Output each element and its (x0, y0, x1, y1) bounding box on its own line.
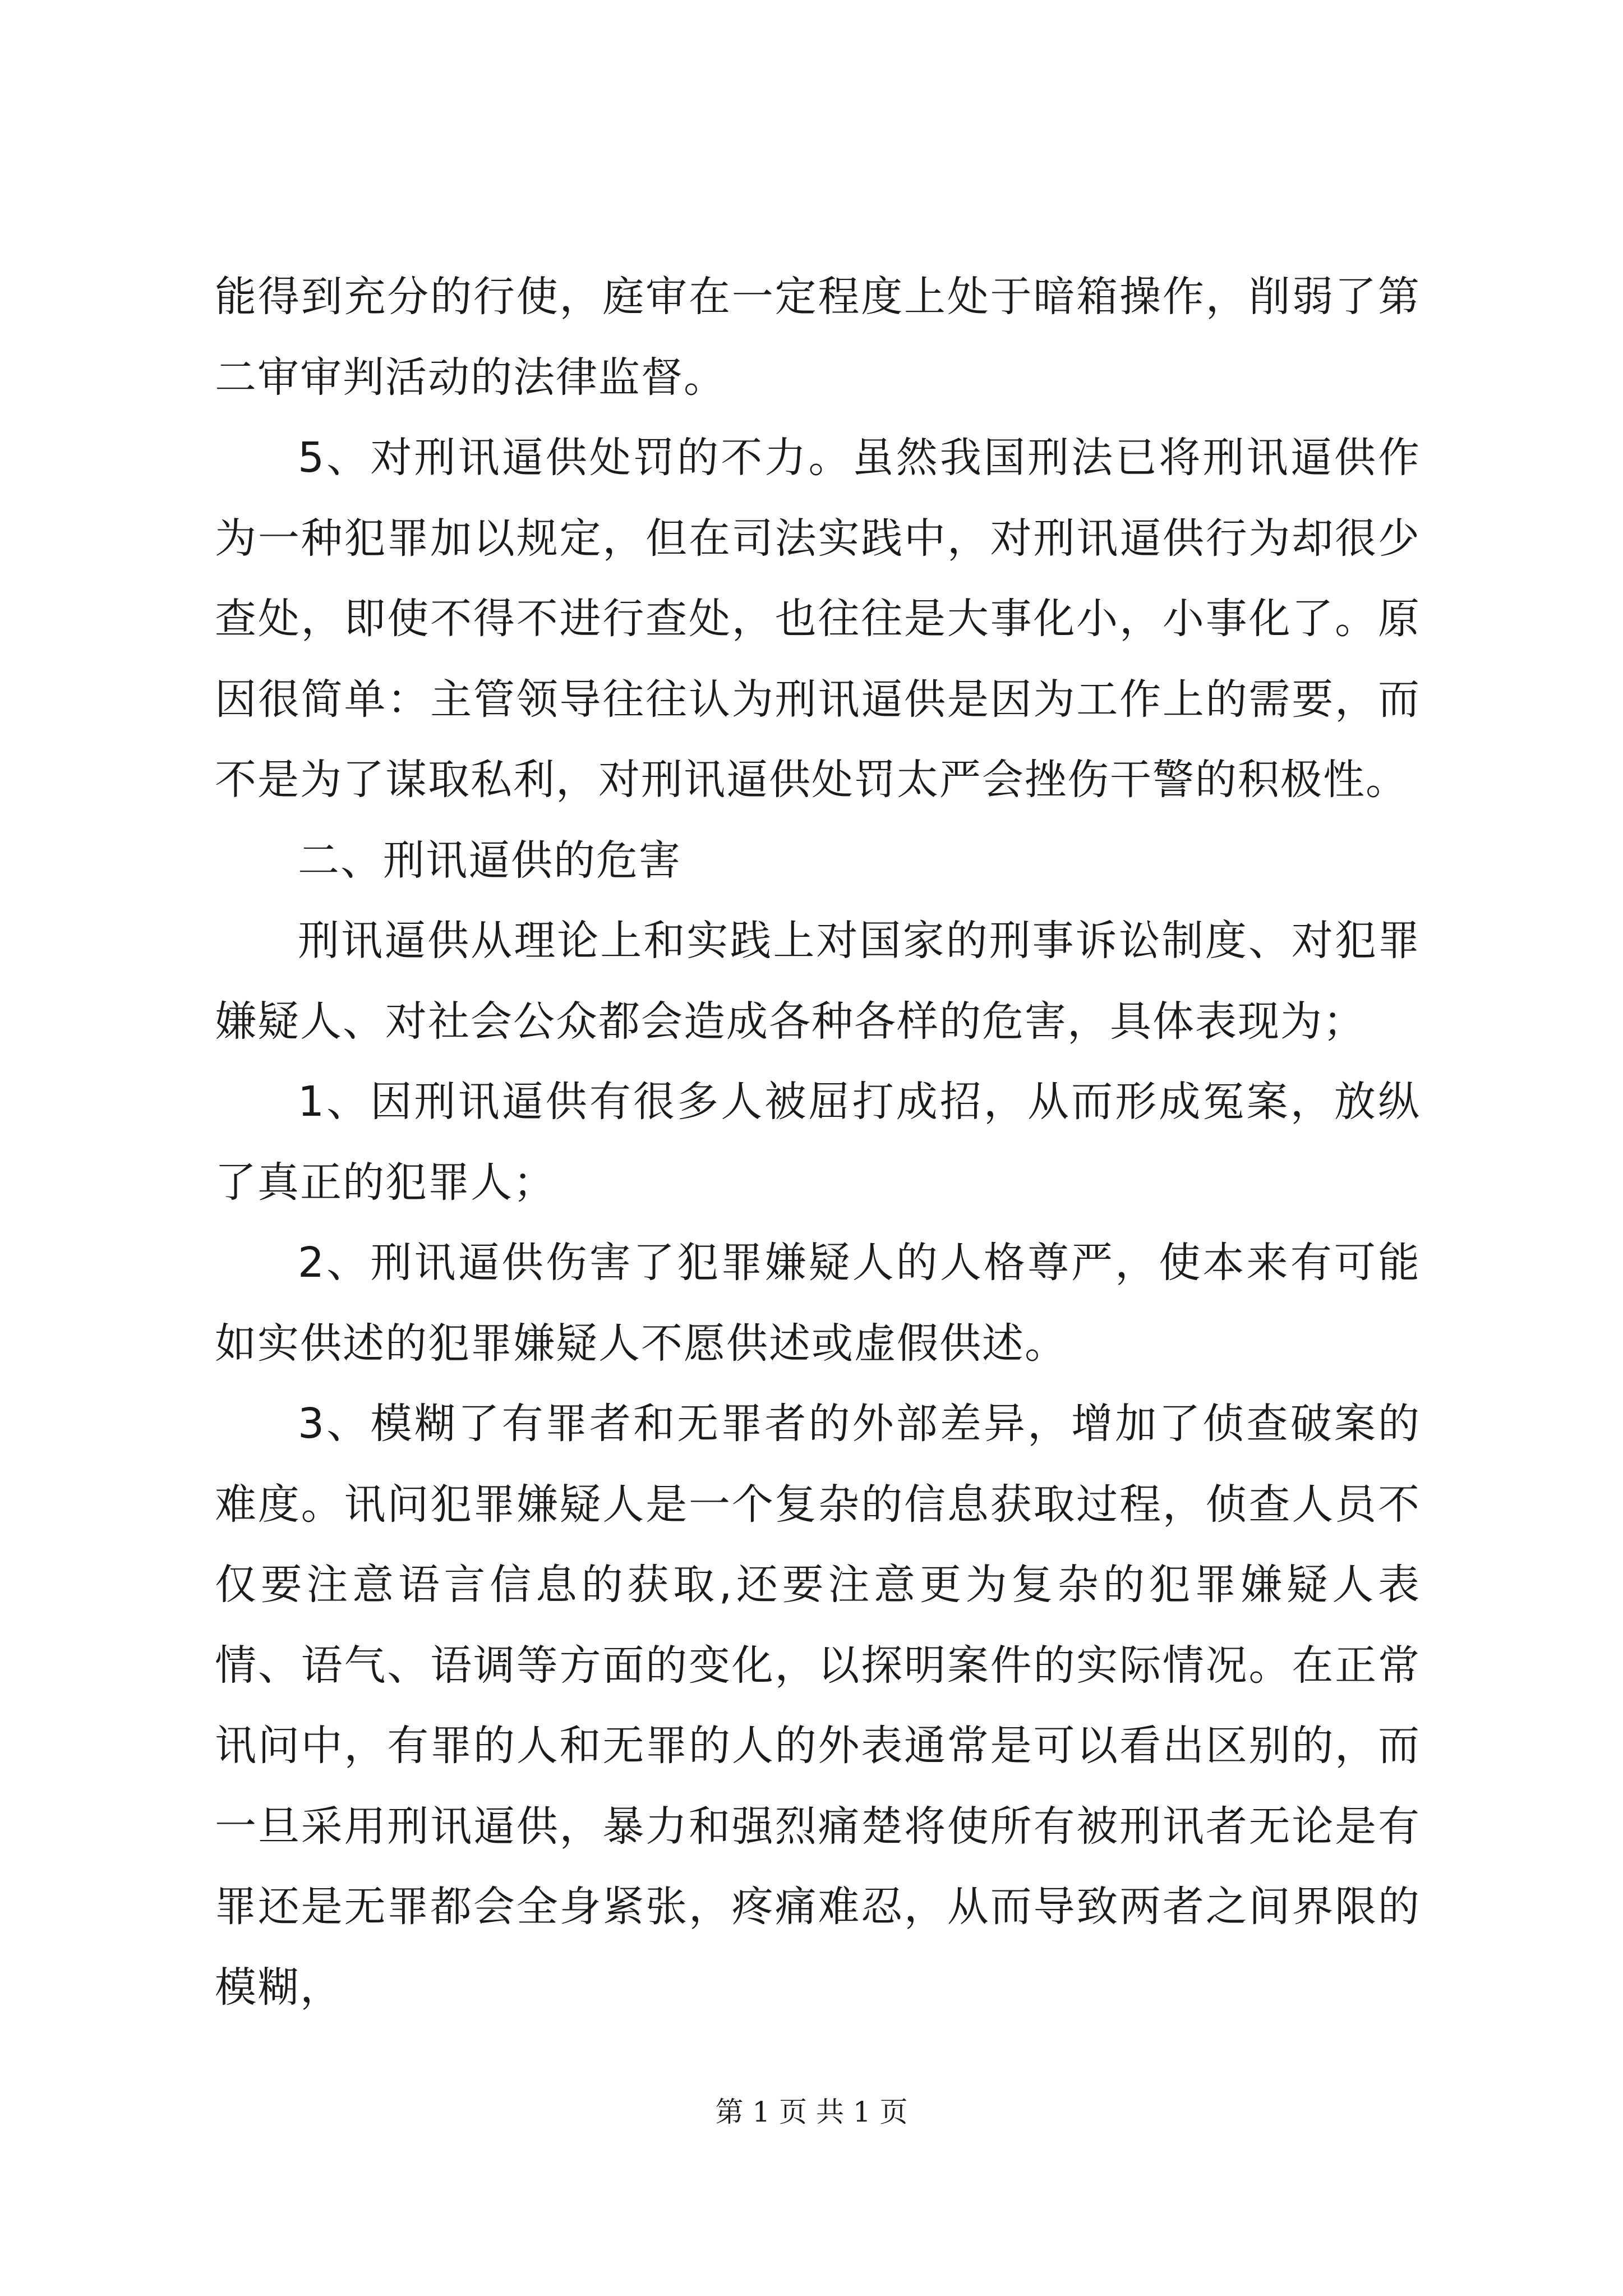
list-item: 2、刑讯逼供伤害了犯罪嫌疑人的人格尊严，使本来有可能如实供述的犯罪嫌疑人不愿供述或虚假供述。 (215, 1239, 1421, 1368)
list-item: 3、模糊了有罪者和无罪者的外部差异，增加了侦查破案的难度。讯问犯罪嫌疑人是一个复杂的信息获取过程，侦查人员不仅要注意语言信息的获取,还要注意更为复杂的犯罪嫌疑人表情、语气、语调等方面的变化，以探明案件的实际情况。在正常讯问中，有罪的人和无罪的人的外表通常是可以看出区别的，而一旦采用刑讯逼供，暴力和强烈痛楚将使所有被刑讯者无论是有罪还是无罪都会全身紧张，疼痛难忍，从而导致两者之间界限的模糊， (215, 1400, 1421, 2012)
paragraph: 5、对刑讯逼供处罚的不力。虽然我国刑法已将刑讯逼供作为一种犯罪加以规定，但在司法实践中，对刑讯逼供行为却很少查处，即使不得不进行查处，也往往是大事化小，小事化了。原因很简单：主管领导往往认为刑讯逼供是因为工作上的需要，而不是为了谋取私利，对刑讯逼供处罚太严会挫伤干警的积极性。 (215, 434, 1421, 804)
section-heading: 二、刑讯逼供的危害 (298, 836, 681, 885)
document-body (215, 257, 1421, 2028)
page-footer (0, 2092, 1623, 2132)
paragraph: 刑讯逼供从理论上和实践上对国家的刑事诉讼制度、对犯罪嫌疑人、对社会公众都会造成各种各样的危害，具体表现为； (215, 917, 1421, 1046)
paragraph: 能得到充分的行使，庭审在一定程度上处于暗箱操作，削弱了第二审审判活动的法律监督。 (215, 273, 1421, 402)
list-item: 1、因刑讯逼供有很多人被屈打成招，从而形成冤案，放纵了真正的犯罪人； (215, 1078, 1421, 1207)
page-number: 第 1 页 共 1 页 (715, 2096, 908, 2128)
